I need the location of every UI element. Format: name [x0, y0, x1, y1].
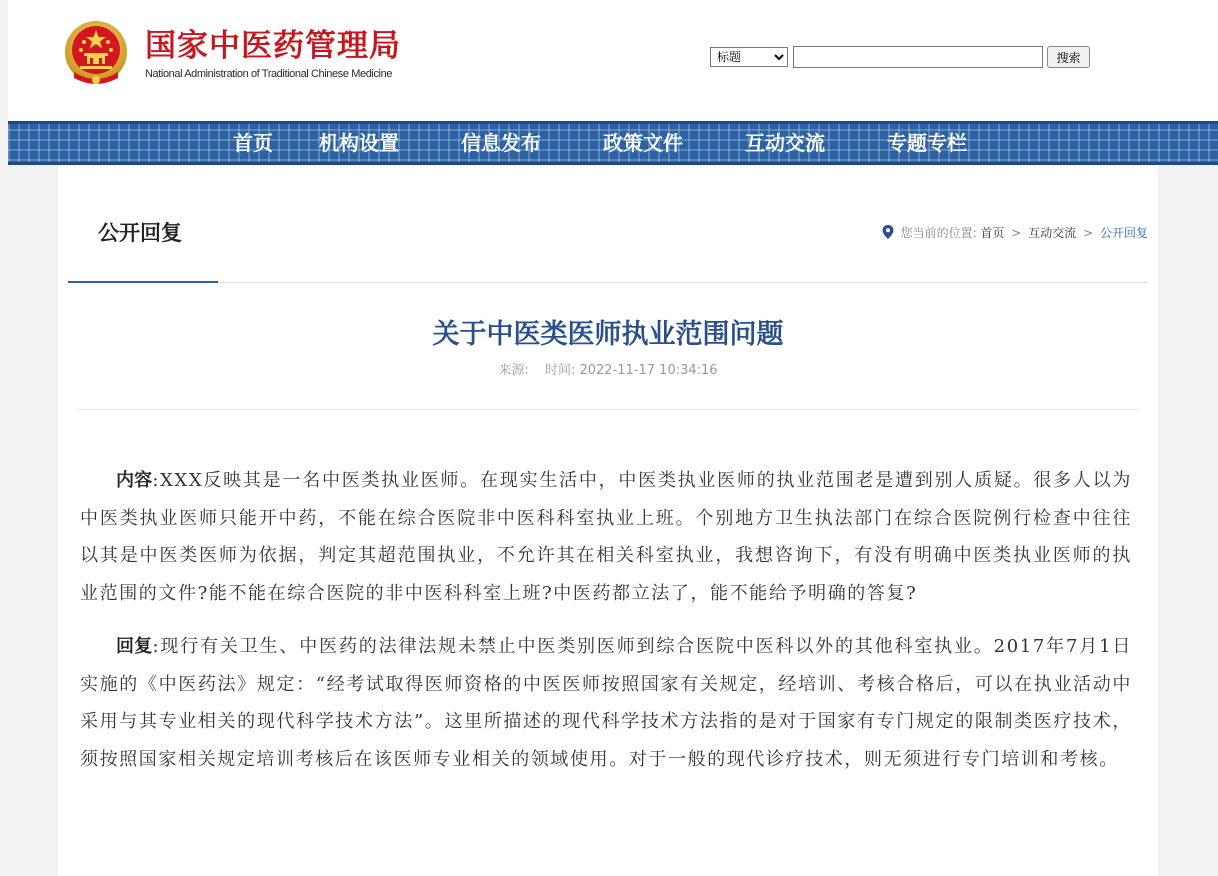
- site-header: [8, 0, 1218, 121]
- location-pin-icon: [882, 225, 894, 239]
- nav-item-special[interactable]: 专题专栏: [887, 131, 967, 155]
- site-logo-title[interactable]: 国家中医药管理局: [145, 28, 401, 64]
- article-time-value: 2022-11-17 10:34:16: [579, 363, 718, 378]
- search-scope-select[interactable]: [710, 47, 788, 67]
- content-panel: [58, 165, 1158, 876]
- content-text: :XXX反映其是一名中医类执业医师。在现实生活中，中医类执业医师的执业范围老是遭到别人质疑。很多人以为中医类执业医师只能开中药，不能在综合医院非中医科科室执业上班。个别地方卫生执法部门在综合医院例行检查中往往以其是中医类医师为依据，判定其超范围执业，不允许其在相关科室执业，我想咨询下，有没有明确中医类执业医师的执业范围的文件?能不能在综合医院的非中医科科室上班?中医药都立法了，能不能给予明确的答复?: [80, 470, 1132, 604]
- article-title: 关于中医类医师执业范围问题: [432, 319, 784, 350]
- breadcrumb-home-link[interactable]: 首页: [980, 226, 1005, 240]
- breadcrumb-separator: >: [1083, 226, 1094, 240]
- article-divider: [78, 409, 1138, 410]
- search-button[interactable]: 搜索: [1047, 46, 1090, 68]
- reply-text: :现行有关卫生、中医药的法律法规未禁止中医类别医师到综合医院中医科以外的其他科室执业。2017年7月1日实施的《中医药法》规定：“经考试取得医师资格的中医医师按照国家有关规定，经培训、考核合格后，可以在执业活动中采用与其专业相关的现代科学技术方法”。这里所描述的现代科学技术方法指的是对于国家有专门规定的限制类医疗技术，须按照国家相关规定培训考核后在该医师专业相关的领域使用。对于一般的现代诊疗技术，则无须进行专门培训和考核。: [80, 636, 1132, 770]
- section-tab-underline: [68, 281, 218, 283]
- nav-item-news[interactable]: 信息发布: [461, 131, 541, 155]
- site-logo-subtitle[interactable]: National Administration of Traditional Chinese Medicine: [145, 68, 393, 80]
- nav-item-home[interactable]: 首页: [233, 131, 273, 155]
- breadcrumb-separator: >: [1011, 226, 1022, 240]
- section-divider: [68, 282, 1148, 283]
- nav-item-organization[interactable]: 机构设置: [319, 131, 399, 155]
- article-body: [80, 462, 1132, 794]
- breadcrumb-current-link[interactable]: 公开回复: [1099, 226, 1148, 240]
- breadcrumb-interaction-link[interactable]: 互动交流: [1028, 226, 1077, 240]
- article-meta: [58, 359, 1158, 378]
- search-input[interactable]: [793, 46, 1043, 68]
- main-nav: [8, 121, 1218, 165]
- breadcrumb-prefix: 您当前的位置:: [900, 226, 977, 240]
- nav-item-policy[interactable]: 政策文件: [603, 131, 683, 155]
- content-label: 内容: [116, 470, 153, 491]
- nav-item-interaction[interactable]: 互动交流: [745, 131, 825, 155]
- section-title: 公开回复: [98, 221, 182, 245]
- content-paragraph: [80, 462, 1132, 612]
- article-source-label: 来源:: [498, 363, 529, 378]
- reply-paragraph: [80, 628, 1132, 778]
- breadcrumb: [882, 224, 1148, 241]
- national-emblem-icon: [64, 20, 128, 90]
- reply-label: 回复: [116, 636, 153, 657]
- article-time-label: 时间:: [544, 363, 576, 378]
